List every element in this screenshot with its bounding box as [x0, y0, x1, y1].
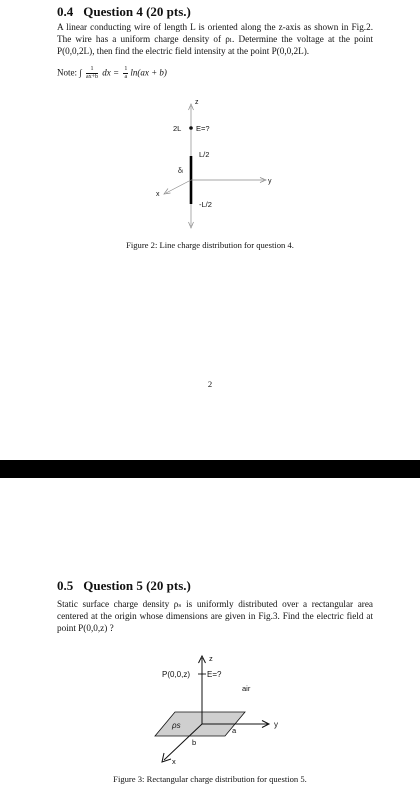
question-5-paragraph: Static surface charge density ρₛ is uniformly distributed over a rectangular area centered at the origin whose dimensions are given in Fig.3. Find the electric field at point P(0,0,z) ?: [57, 599, 373, 633]
integrand-denominator: ax+b: [85, 74, 99, 80]
result-numerator: 1: [124, 66, 128, 72]
y-axis-label: y: [268, 178, 272, 185]
section-number: 0.4: [57, 4, 74, 19]
rectangular-charge-figure: [150, 648, 290, 768]
note-dx: dx =: [102, 67, 120, 78]
point-label: P(0,0,z): [162, 670, 191, 679]
top-end-label: L/2: [199, 150, 210, 159]
point-label: 2L: [173, 124, 182, 133]
question-4-paragraph: A linear conducting wire of length L is oriented along the z-axis as shown in Fig.2. The wire has a uniform charge density of ρₗ. Determine the voltage at the point P(0,0,2L), then find the electric field intensity at the point P(0,0,2L).: [57, 22, 373, 56]
medium-label: air: [242, 684, 251, 693]
question-5-heading: [57, 578, 191, 594]
section-title: Question 5 (20 pts.): [83, 578, 191, 593]
dimension-a-label: a: [232, 726, 237, 735]
point-p: [189, 126, 193, 130]
page-separator: [0, 460, 420, 478]
x-axis: [166, 180, 191, 193]
z-axis-label: z: [209, 654, 213, 663]
y-axis-label: y: [274, 720, 278, 729]
field-label: E=?: [196, 124, 210, 133]
bottom-end-label: -L/2: [199, 200, 212, 209]
note-label: Note:: [57, 67, 77, 78]
question-4-heading: [57, 4, 191, 20]
section-number: 0.5: [57, 578, 74, 593]
result-denominator: a: [124, 74, 128, 80]
note-result: ln(ax + b): [130, 67, 167, 78]
line-charge-figure: [140, 92, 300, 237]
dimension-b-label: b: [192, 738, 197, 747]
question-5-text: [57, 599, 373, 634]
integrand-fraction: [86, 66, 98, 81]
integral-sign: ∫: [79, 67, 82, 78]
figure-2-caption: Figure 2: Line charge distribution for question 4.: [126, 240, 294, 250]
z-axis-label: z: [195, 99, 199, 106]
x-axis-label: x: [156, 191, 160, 198]
integral-note: [57, 66, 167, 81]
line-density-label: δₗ: [178, 168, 184, 175]
surface-density-label: ρs: [172, 721, 181, 730]
field-label: E=?: [207, 670, 222, 679]
integrand-numerator: 1: [86, 66, 98, 74]
question-4-text: [57, 22, 373, 57]
result-fraction: [123, 66, 128, 81]
x-axis-label: x: [172, 757, 176, 766]
section-title: Question 4 (20 pts.): [83, 4, 191, 19]
page-3: [0, 478, 420, 789]
figure-3-caption: Figure 3: Rectangular charge distribution for question 5.: [113, 774, 307, 784]
page-number: 2: [207, 379, 213, 389]
